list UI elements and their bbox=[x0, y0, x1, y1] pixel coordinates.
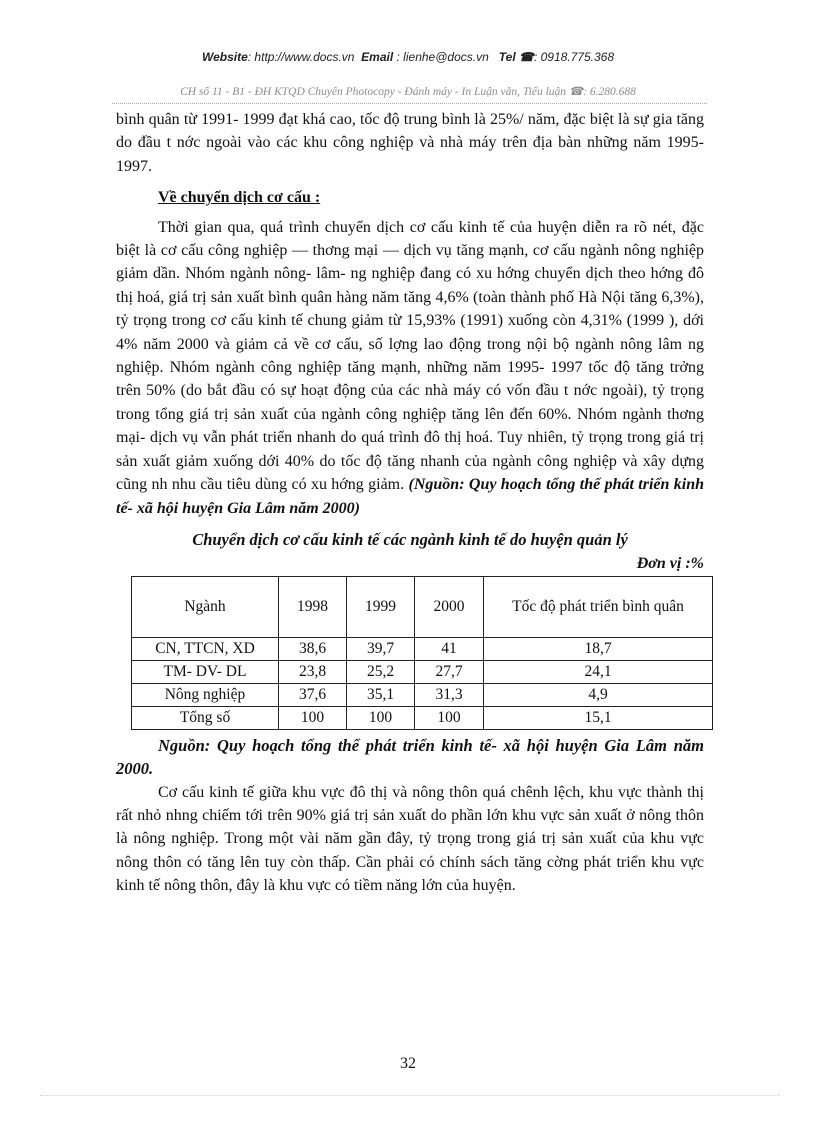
header-2000: 2000 bbox=[415, 576, 484, 637]
website-link[interactable]: : http://www.docs.vn bbox=[247, 50, 355, 64]
tel-value: : 0918.775.368 bbox=[533, 50, 615, 64]
cell-sector: CN, TTCN, XD bbox=[132, 637, 279, 660]
cell-growth: 4,9 bbox=[484, 683, 713, 706]
table-caption: Chuyển dịch cơ cấu kinh tế các ngành kinh tế do huyện quản lý bbox=[192, 529, 628, 549]
table-row bbox=[132, 637, 713, 660]
cell-1999: 25,2 bbox=[347, 660, 415, 683]
header-growth-rate: Tốc độ phát triển bình quân bbox=[484, 576, 713, 637]
tel-label: Tel ☎ bbox=[498, 50, 534, 64]
website-label: Website bbox=[201, 50, 248, 64]
table-unit: Đơn vị :% bbox=[636, 555, 704, 573]
cell-2000: 41 bbox=[415, 637, 484, 660]
table-row bbox=[132, 683, 713, 706]
cell-2000: 100 bbox=[415, 706, 484, 729]
cell-1998: 38,6 bbox=[279, 637, 347, 660]
paragraph-2-source: (Nguồn: Quy hoạch tổng thể phát triển kinh tế- xã hội huyện Gia Lâm năm 2000) bbox=[116, 476, 705, 517]
table-row-total bbox=[132, 706, 713, 729]
economic-structure-table bbox=[131, 576, 713, 730]
section-heading: Về chuyển dịch cơ cấu : bbox=[158, 189, 321, 207]
cell-sector: Nông nghiệp bbox=[132, 683, 279, 706]
header-1998: 1998 bbox=[279, 576, 347, 637]
paragraph-2-text: Thời gian qua, quá trình chuyển dịch cơ cấu kinh tế của huyện diễn ra rõ nét, đặc biệt là cơ cấu công nghiệp — thơng mại — dịch vụ tăng mạnh, cơ cấu ngành nông nghiệp giảm dần. Nhóm ngành nông- lâm- ng nghiệp đang có xu hớng chuyển dịch theo hớng đô thị hoá, giá trị sản xuất bình quân hàng năm tăng 4,6% (toàn thành phố Hà Nội tăng 6,3%), tỷ trọng trong cơ cấu kinh tế chung giảm từ 15,93% (1991) xuống còn 4,31% (1999 ), dới 4% năm 2000 và giảm cả về cơ cấu, số lợng lao động trong nội bộ ngành nông lâm ng nghiệp. Nhóm ngành công nghiệp tăng mạnh, những năm 1995- 1997 tốc độ tăng trởng trên 50% (do bắt đầu có sự hoạt động của các nhà máy có vốn đầu t nớc ngoài), tỷ trọng trong tổng giá trị sản xuất của ngành công nghiệp tăng lên đến 60%. Nhóm ngành thơng mại- dịch vụ vẫn phát triển nhanh do quá trình đô thị hoá. Tuy nhiên, tỷ trọng trong giá trị sản xuất giảm xuống dới 40% do tốc độ tăng nhanh của ngành công nghiệp và xây dựng cũng nh nhu cầu tiêu dùng có xu hớng giảm. bbox=[116, 218, 704, 494]
cell-1998: 100 bbox=[279, 706, 347, 729]
header-address-line: CH số 11 - B1 - ĐH KTQD Chuyên Photocopy - Đánh máy - In Luận văn, Tiểu luận ☎: 6.280.688 bbox=[180, 86, 636, 98]
cell-1999: 35,1 bbox=[347, 683, 415, 706]
email-link[interactable]: : lienhe@docs.vn bbox=[396, 50, 489, 64]
table-row bbox=[132, 660, 713, 683]
cell-growth: 15,1 bbox=[484, 706, 713, 729]
paragraph-2 bbox=[116, 216, 704, 520]
cell-2000: 27,7 bbox=[415, 660, 484, 683]
cell-growth: 18,7 bbox=[484, 637, 713, 660]
cell-1999: 100 bbox=[347, 706, 415, 729]
document-body bbox=[116, 108, 704, 898]
paragraph-3: Cơ cấu kinh tế giữa khu vực đô thị và nông thôn quá chênh lệch, khu vực thành thị rất nhỏ nhng chiếm tới trên 90% giá trị sản xuất do phần lớn khu vực sản xuất ở nông thôn là nông nghiệp. Trong một vài năm gần đây, tỷ trọng trong giá trị sản xuất của khu vực nông thôn có tăng lên tuy còn thấp. Cần phải có chính sách tăng cờng phát triển khu vực kinh tế nông thôn, đây là khu vực có tiềm năng lớn của huyện. bbox=[116, 783, 704, 895]
cell-sector: Tổng số bbox=[132, 706, 279, 729]
header-nganh: Ngành bbox=[132, 576, 279, 637]
table-header-row bbox=[132, 576, 713, 637]
header-1999: 1999 bbox=[347, 576, 415, 637]
cell-1998: 37,6 bbox=[279, 683, 347, 706]
header-divider bbox=[112, 103, 707, 104]
footer-divider bbox=[40, 1095, 780, 1096]
cell-sector: TM- DV- DL bbox=[132, 660, 279, 683]
cell-growth: 24,1 bbox=[484, 660, 713, 683]
email-label: Email bbox=[361, 50, 394, 64]
paragraph-1: bình quân từ 1991- 1999 đạt khá cao, tốc độ trung bình là 25%/ năm, đặc biệt là sự gia tăng do đầu t nớc ngoài vào các khu công nghiệp và nhà máy trên địa bàn những năm 1995- 1997. bbox=[116, 111, 704, 175]
table-source: Nguồn: Quy hoạch tổng thể phát triển kinh tế- xã hội huyện Gia Lâm năm 2000. bbox=[116, 735, 704, 779]
header-contact-line bbox=[0, 50, 816, 64]
cell-1999: 39,7 bbox=[347, 637, 415, 660]
page-number: 32 bbox=[400, 1055, 416, 1072]
cell-2000: 31,3 bbox=[415, 683, 484, 706]
cell-1998: 23,8 bbox=[279, 660, 347, 683]
